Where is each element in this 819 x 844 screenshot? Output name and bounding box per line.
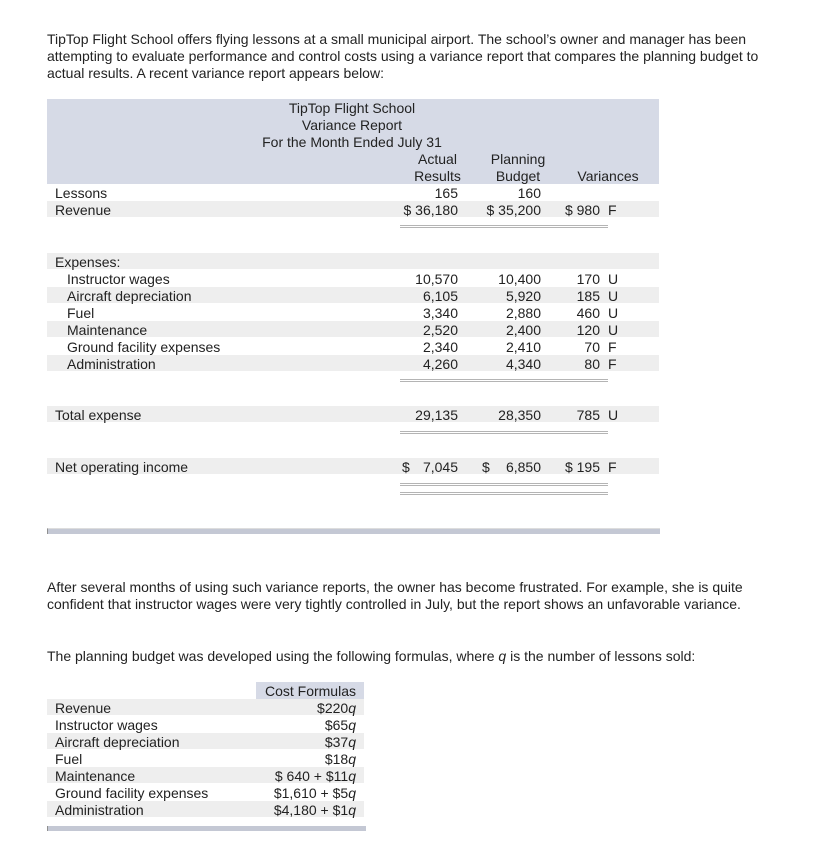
expense-actual: 3,340 [422, 305, 458, 321]
net-planning: 6,850 [505, 459, 541, 475]
rule [400, 225, 478, 228]
formula-coefficient: $37 [324, 734, 349, 750]
expense-actual: 6,105 [422, 288, 458, 304]
rule [558, 431, 608, 434]
expense-actual: 4,260 [422, 356, 458, 372]
formula-coefficient: $65 [324, 717, 349, 733]
expense-label: Fuel [67, 305, 95, 321]
rule [400, 379, 478, 382]
rule [400, 431, 478, 434]
formula-coefficient: $5 [332, 785, 349, 801]
table-footer-bar [47, 528, 660, 534]
expense-planning: 5,920 [505, 288, 541, 304]
expense-actual: 2,520 [422, 322, 458, 338]
expense-label: Administration [67, 356, 156, 372]
formula-var: q [348, 785, 356, 801]
expense-label: Maintenance [67, 322, 148, 338]
formula-constant: $4,180 + [273, 802, 333, 818]
rule [558, 483, 608, 486]
net-actual-symbol: $ [402, 459, 410, 475]
expenses-header: Expenses: [55, 254, 121, 270]
rule [478, 379, 558, 382]
formula-label: Revenue [55, 700, 112, 716]
expense-variance: 170 [576, 271, 600, 287]
revenue-variance: $ 980 [564, 202, 600, 218]
rule [558, 492, 608, 495]
net-flag: F [608, 459, 617, 475]
formula-label: Instructor wages [55, 717, 158, 733]
report-subtitle: Variance Report [301, 117, 403, 133]
total-actual: 29,135 [415, 407, 458, 423]
col-variances-header: Variances [577, 168, 639, 184]
expense-variance: 70 [584, 339, 600, 355]
formula-var: q [348, 802, 356, 818]
formula-coefficient: $220 [317, 700, 349, 716]
expense-row-band [47, 253, 659, 269]
formula-value [230, 785, 356, 802]
formula-intro-text: The planning budget was developed using the following formulas, where [47, 648, 499, 664]
report-title: TipTop Flight School [288, 100, 416, 116]
cost-formulas-header: Cost Formulas [264, 683, 356, 699]
rule [478, 431, 558, 434]
formula-label: Administration [55, 802, 144, 818]
formula-coefficient: $18 [324, 751, 349, 767]
expense-variance: 80 [584, 356, 600, 372]
formula-var: q [348, 768, 356, 784]
formula-value [230, 751, 356, 768]
formula-var: q [348, 717, 356, 733]
formula-coefficient: $1 [332, 802, 349, 818]
formula-value [230, 768, 356, 785]
formula-constant: $1,610 + [273, 785, 333, 801]
lessons-planning: 160 [517, 185, 541, 201]
expense-flag: F [608, 339, 617, 355]
col-planning-header-2: Budget [495, 168, 541, 184]
intro-paragraph: TipTop Flight School offers flying lessons at a small municipal airport. The school’s owner and manager has been attempting to evaluate performance and control costs using a variance report that compares the planning budget to actual results. A recent variance report appears below: [47, 31, 759, 81]
rule [478, 492, 558, 495]
formula-label: Fuel [55, 751, 83, 767]
formula-variable: q [498, 648, 507, 664]
lessons-actual: 165 [434, 185, 458, 201]
formula-coefficient: $11 [325, 768, 349, 784]
formula-var: q [348, 751, 356, 767]
net-actual: 7,045 [422, 459, 458, 475]
expense-flag: U [608, 322, 619, 338]
net-variance: $ 195 [564, 459, 600, 475]
expense-variance: 185 [576, 288, 600, 304]
expense-label: Aircraft depreciation [67, 288, 192, 304]
formula-label: Aircraft depreciation [55, 734, 180, 750]
net-label: Net operating income [55, 459, 189, 475]
formulas-footer-bar [47, 826, 366, 831]
rule [478, 483, 558, 486]
frustration-paragraph: After several months of using such variance reports, the owner has become frustrated. For example, she is quite confident that instructor wages were very tightly controlled in July, but the report shows an unfavorable variance. [47, 579, 743, 612]
expense-planning: 2,410 [505, 339, 541, 355]
rule [478, 225, 558, 228]
formula-var: q [348, 700, 356, 716]
col-planning-header-1: Planning [490, 151, 546, 167]
revenue-label: Revenue [55, 202, 112, 218]
formula-intro-paragraph [47, 648, 787, 665]
revenue-flag: F [608, 202, 617, 218]
expense-variance: 460 [576, 305, 600, 321]
formula-intro-text-end: is the number of lessons sold: [506, 648, 696, 664]
revenue-actual: $ 36,180 [403, 202, 458, 218]
report-period: For the Month Ended July 31 [262, 134, 442, 150]
expense-variance: 120 [576, 322, 600, 338]
revenue-planning: $ 35,200 [486, 202, 541, 218]
expense-actual: 2,340 [422, 339, 458, 355]
expense-flag: F [608, 356, 617, 372]
formula-label: Maintenance [55, 768, 136, 784]
expense-flag: U [608, 271, 619, 287]
formula-value [230, 717, 356, 734]
expense-label: Ground facility expenses [67, 339, 221, 355]
expense-flag: U [608, 288, 619, 304]
expense-planning: 2,400 [505, 322, 541, 338]
formula-label: Ground facility expenses [55, 785, 209, 801]
rule [400, 492, 478, 495]
formula-value [230, 734, 356, 751]
formula-constant: $ 640 + [274, 768, 326, 784]
expense-actual: 10,570 [415, 271, 458, 287]
expense-label: Instructor wages [67, 271, 170, 287]
total-planning: 28,350 [498, 407, 541, 423]
expense-planning: 10,400 [498, 271, 541, 287]
expense-planning: 4,340 [505, 356, 541, 372]
formula-var: q [348, 734, 356, 750]
formula-value [230, 700, 356, 717]
net-planning-symbol: $ [482, 459, 490, 475]
col-actual-header-2: Results [414, 168, 461, 184]
rule [558, 379, 608, 382]
expense-flag: U [608, 305, 619, 321]
formula-value [230, 802, 356, 819]
lessons-label: Lessons [55, 185, 108, 201]
col-actual-header-1: Actual [418, 151, 457, 167]
total-label: Total expense [55, 407, 142, 423]
expense-planning: 2,880 [505, 305, 541, 321]
rule [558, 225, 608, 228]
total-variance: 785 [576, 407, 600, 423]
rule [400, 483, 478, 486]
total-flag: U [608, 407, 619, 423]
